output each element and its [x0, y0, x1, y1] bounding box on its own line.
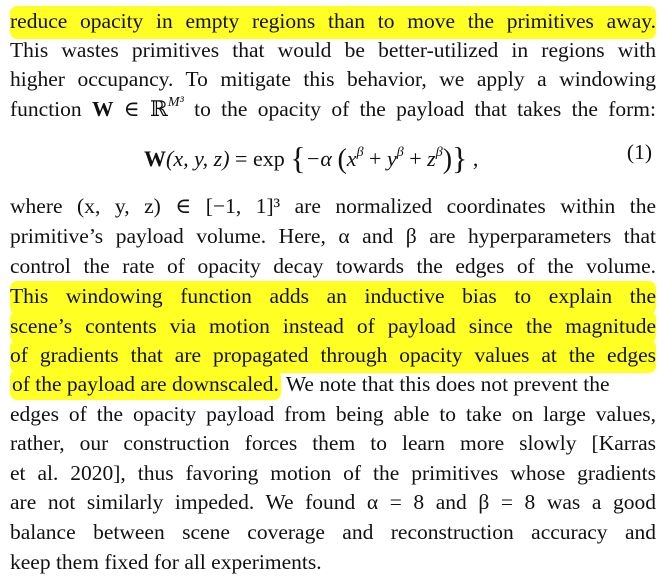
eq-args: (x, y, z): [166, 146, 230, 172]
eq-plus: +: [403, 146, 428, 172]
highlighted-text: of the payload are downscaled.: [10, 370, 281, 400]
eq-beta-sup: β: [396, 145, 404, 161]
highlighted-text: reduce opacity in empty regions than to move the primitives away.: [10, 6, 656, 39]
text-line: control the rate of opacity decay towards the edges of the volume.: [10, 253, 656, 278]
eq-left-brace: {: [290, 140, 306, 177]
highlighted-text: scene’s contents via motion instead of payload since the magnitude: [10, 311, 656, 344]
equation-number: (1): [626, 140, 652, 165]
eq-equals: = exp: [229, 146, 291, 172]
eq-left-paren: (: [337, 144, 347, 176]
eq-trailing-comma: ,: [467, 146, 479, 172]
eq-plus: +: [363, 146, 387, 172]
text-line: higher occupancy. To mitigate this behavior, we apply a windowing: [10, 67, 656, 92]
eq-lhs: W: [144, 146, 166, 172]
text-line: where (x, y, z) ∈ [−1, 1]³ are normalized coordinates within the: [10, 194, 656, 219]
eq-beta-sup: β: [435, 145, 443, 161]
eq-y: y: [386, 146, 397, 172]
text-line: [10, 6, 656, 36]
paper-text-block: [10, 6, 656, 577]
equation: [10, 128, 656, 192]
text-line: et al. 2020], thus favoring motion of the primitives whose gradients: [10, 460, 656, 485]
text-line: This wastes primitives that would be better-utilized in regions with: [10, 37, 656, 62]
text-line: rather, our construction forces them to learn more slowly [Karras: [10, 431, 656, 456]
eq-z: z: [427, 146, 436, 172]
text-span: to the opacity of the payload that takes the form:: [183, 96, 656, 121]
math-symbol-w: W: [91, 96, 114, 121]
text-line: [10, 340, 656, 370]
text-line: keep them fixed for all experiments.: [10, 549, 322, 574]
text-line: [10, 370, 656, 400]
text-span: function: [10, 96, 92, 121]
text-line: edges of the opacity payload from being able to take on large values,: [10, 401, 656, 426]
highlighted-text: of gradients that are propagated through opacity values at the edges: [10, 340, 656, 373]
text-line: primitive’s payload volume. Here, α and β are hyperparameters that: [10, 223, 656, 248]
text-line: [10, 281, 656, 311]
text-line: are not similarly impeded. We found α = 8 and β = 8 was a good: [10, 490, 656, 515]
eq-right-brace: }: [452, 140, 468, 177]
eq-x: x: [346, 146, 357, 172]
highlighted-text: This windowing function adds an inductive bias to explain the: [10, 281, 656, 314]
eq-right-paren: ): [442, 144, 453, 176]
text-line: [10, 311, 656, 341]
eq-beta-sup: β: [356, 145, 364, 161]
eq-neg-alpha: −α: [305, 146, 332, 172]
text-line: [10, 95, 656, 125]
text-line: balance between scene coverage and reconstruction accuracy and: [10, 519, 656, 544]
text-span: We note that this does not prevent the: [280, 371, 610, 396]
equation-body: [144, 140, 478, 177]
math-set: ∈ ℝ: [113, 96, 168, 121]
math-superscript: M³: [167, 94, 184, 110]
